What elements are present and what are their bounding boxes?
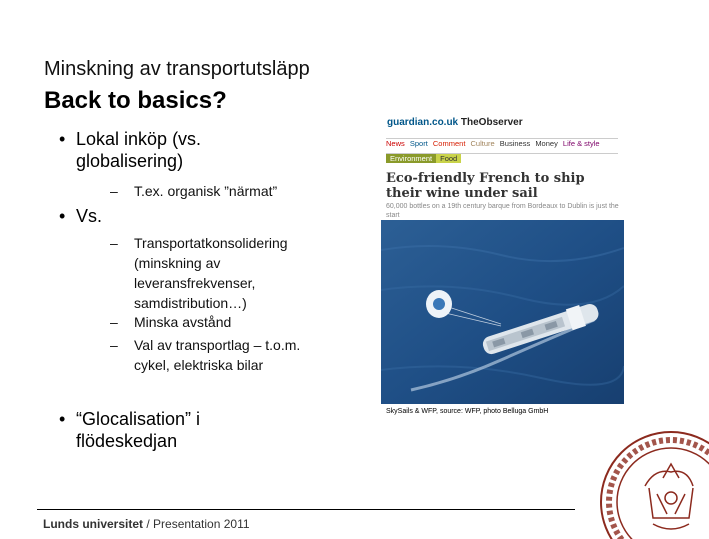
bullet-text: Lokal inköp (vs. bbox=[76, 129, 202, 149]
news-article-screenshot bbox=[383, 111, 625, 217]
sub-bullet-text: (minskning av bbox=[134, 255, 221, 271]
bullet-text: globalisering) bbox=[76, 151, 184, 171]
tag-environment: Environment bbox=[386, 154, 436, 163]
seal-icon bbox=[597, 428, 709, 539]
news-tag-row bbox=[386, 154, 461, 165]
sub-bullet-dash: – bbox=[110, 183, 118, 199]
sub-bullet-transport-mode bbox=[110, 335, 344, 375]
ship-photo bbox=[381, 220, 624, 404]
bullet-dot: • bbox=[59, 206, 66, 226]
bullet-text: “Glocalisation” i bbox=[76, 409, 201, 429]
bullet-text: flödeskedjan bbox=[76, 431, 178, 451]
news-headline: Eco-friendly French to ship their wine under sail bbox=[386, 171, 585, 201]
nav-item-comment: Comment bbox=[432, 139, 466, 148]
sub-bullet-text: Minska avstånd bbox=[134, 314, 232, 330]
sub-bullet-organic bbox=[110, 181, 344, 201]
bullet-vs bbox=[59, 205, 103, 227]
slide-subtitle: Minskning av transportutsläpp bbox=[44, 58, 310, 80]
footer-presentation: Presentation 2011 bbox=[153, 517, 250, 531]
sub-bullet-dash: – bbox=[110, 314, 118, 330]
bullet-local-purchase bbox=[59, 128, 202, 172]
nav-item-sport: Sport bbox=[409, 139, 428, 148]
guardian-wordmark: guardian.co.uk bbox=[387, 117, 459, 128]
footer-org: Lunds universitet bbox=[43, 517, 144, 531]
news-summary: 60,000 bottles on a 19th century barque from Bordeaux to Dublin is just the start bbox=[386, 203, 619, 219]
sub-bullet-text: Transportatkonsolidering bbox=[134, 235, 288, 251]
sub-bullet-text: T.ex. organisk ”närmat” bbox=[134, 183, 278, 199]
footer-divider bbox=[37, 509, 575, 510]
slide-title: Back to basics? bbox=[44, 87, 227, 114]
sub-bullet-text: leveransfrekvenser, bbox=[134, 275, 256, 291]
nav-item-business: Business bbox=[499, 139, 531, 148]
nav-item-culture: Culture bbox=[470, 139, 495, 148]
nav-item-money: Money bbox=[535, 139, 558, 148]
photo-caption: SkySails & WFP, source: WFP, photo Belluga GmbH bbox=[386, 408, 549, 415]
news-nav-bar bbox=[386, 138, 618, 154]
sub-bullet-distance bbox=[110, 312, 344, 332]
tag-food: Food bbox=[436, 154, 461, 163]
bullet-dot: • bbox=[59, 129, 66, 149]
ship-photo-image bbox=[381, 220, 624, 404]
footer bbox=[43, 517, 250, 531]
nav-item-lifestyle: Life & style bbox=[562, 139, 600, 148]
university-seal-logo bbox=[597, 428, 709, 539]
bullet-dot: • bbox=[59, 409, 66, 429]
sub-bullet-text: samdistribution…) bbox=[134, 295, 247, 311]
observer-wordmark: TheObserver bbox=[460, 117, 523, 128]
nav-item-news: News bbox=[386, 139, 405, 148]
bullet-glocalisation bbox=[59, 408, 201, 452]
guardian-logo bbox=[387, 117, 523, 128]
bullet-text: Vs. bbox=[76, 206, 103, 226]
sub-bullet-dash: – bbox=[110, 337, 118, 353]
sub-bullet-consolidation bbox=[110, 233, 344, 313]
sub-bullet-text: Val av transportlag – t.o.m. bbox=[134, 337, 301, 353]
sub-bullet-text: cykel, elektriska bilar bbox=[134, 357, 264, 373]
footer-separator: / bbox=[143, 517, 154, 531]
sub-bullet-dash: – bbox=[110, 235, 118, 251]
